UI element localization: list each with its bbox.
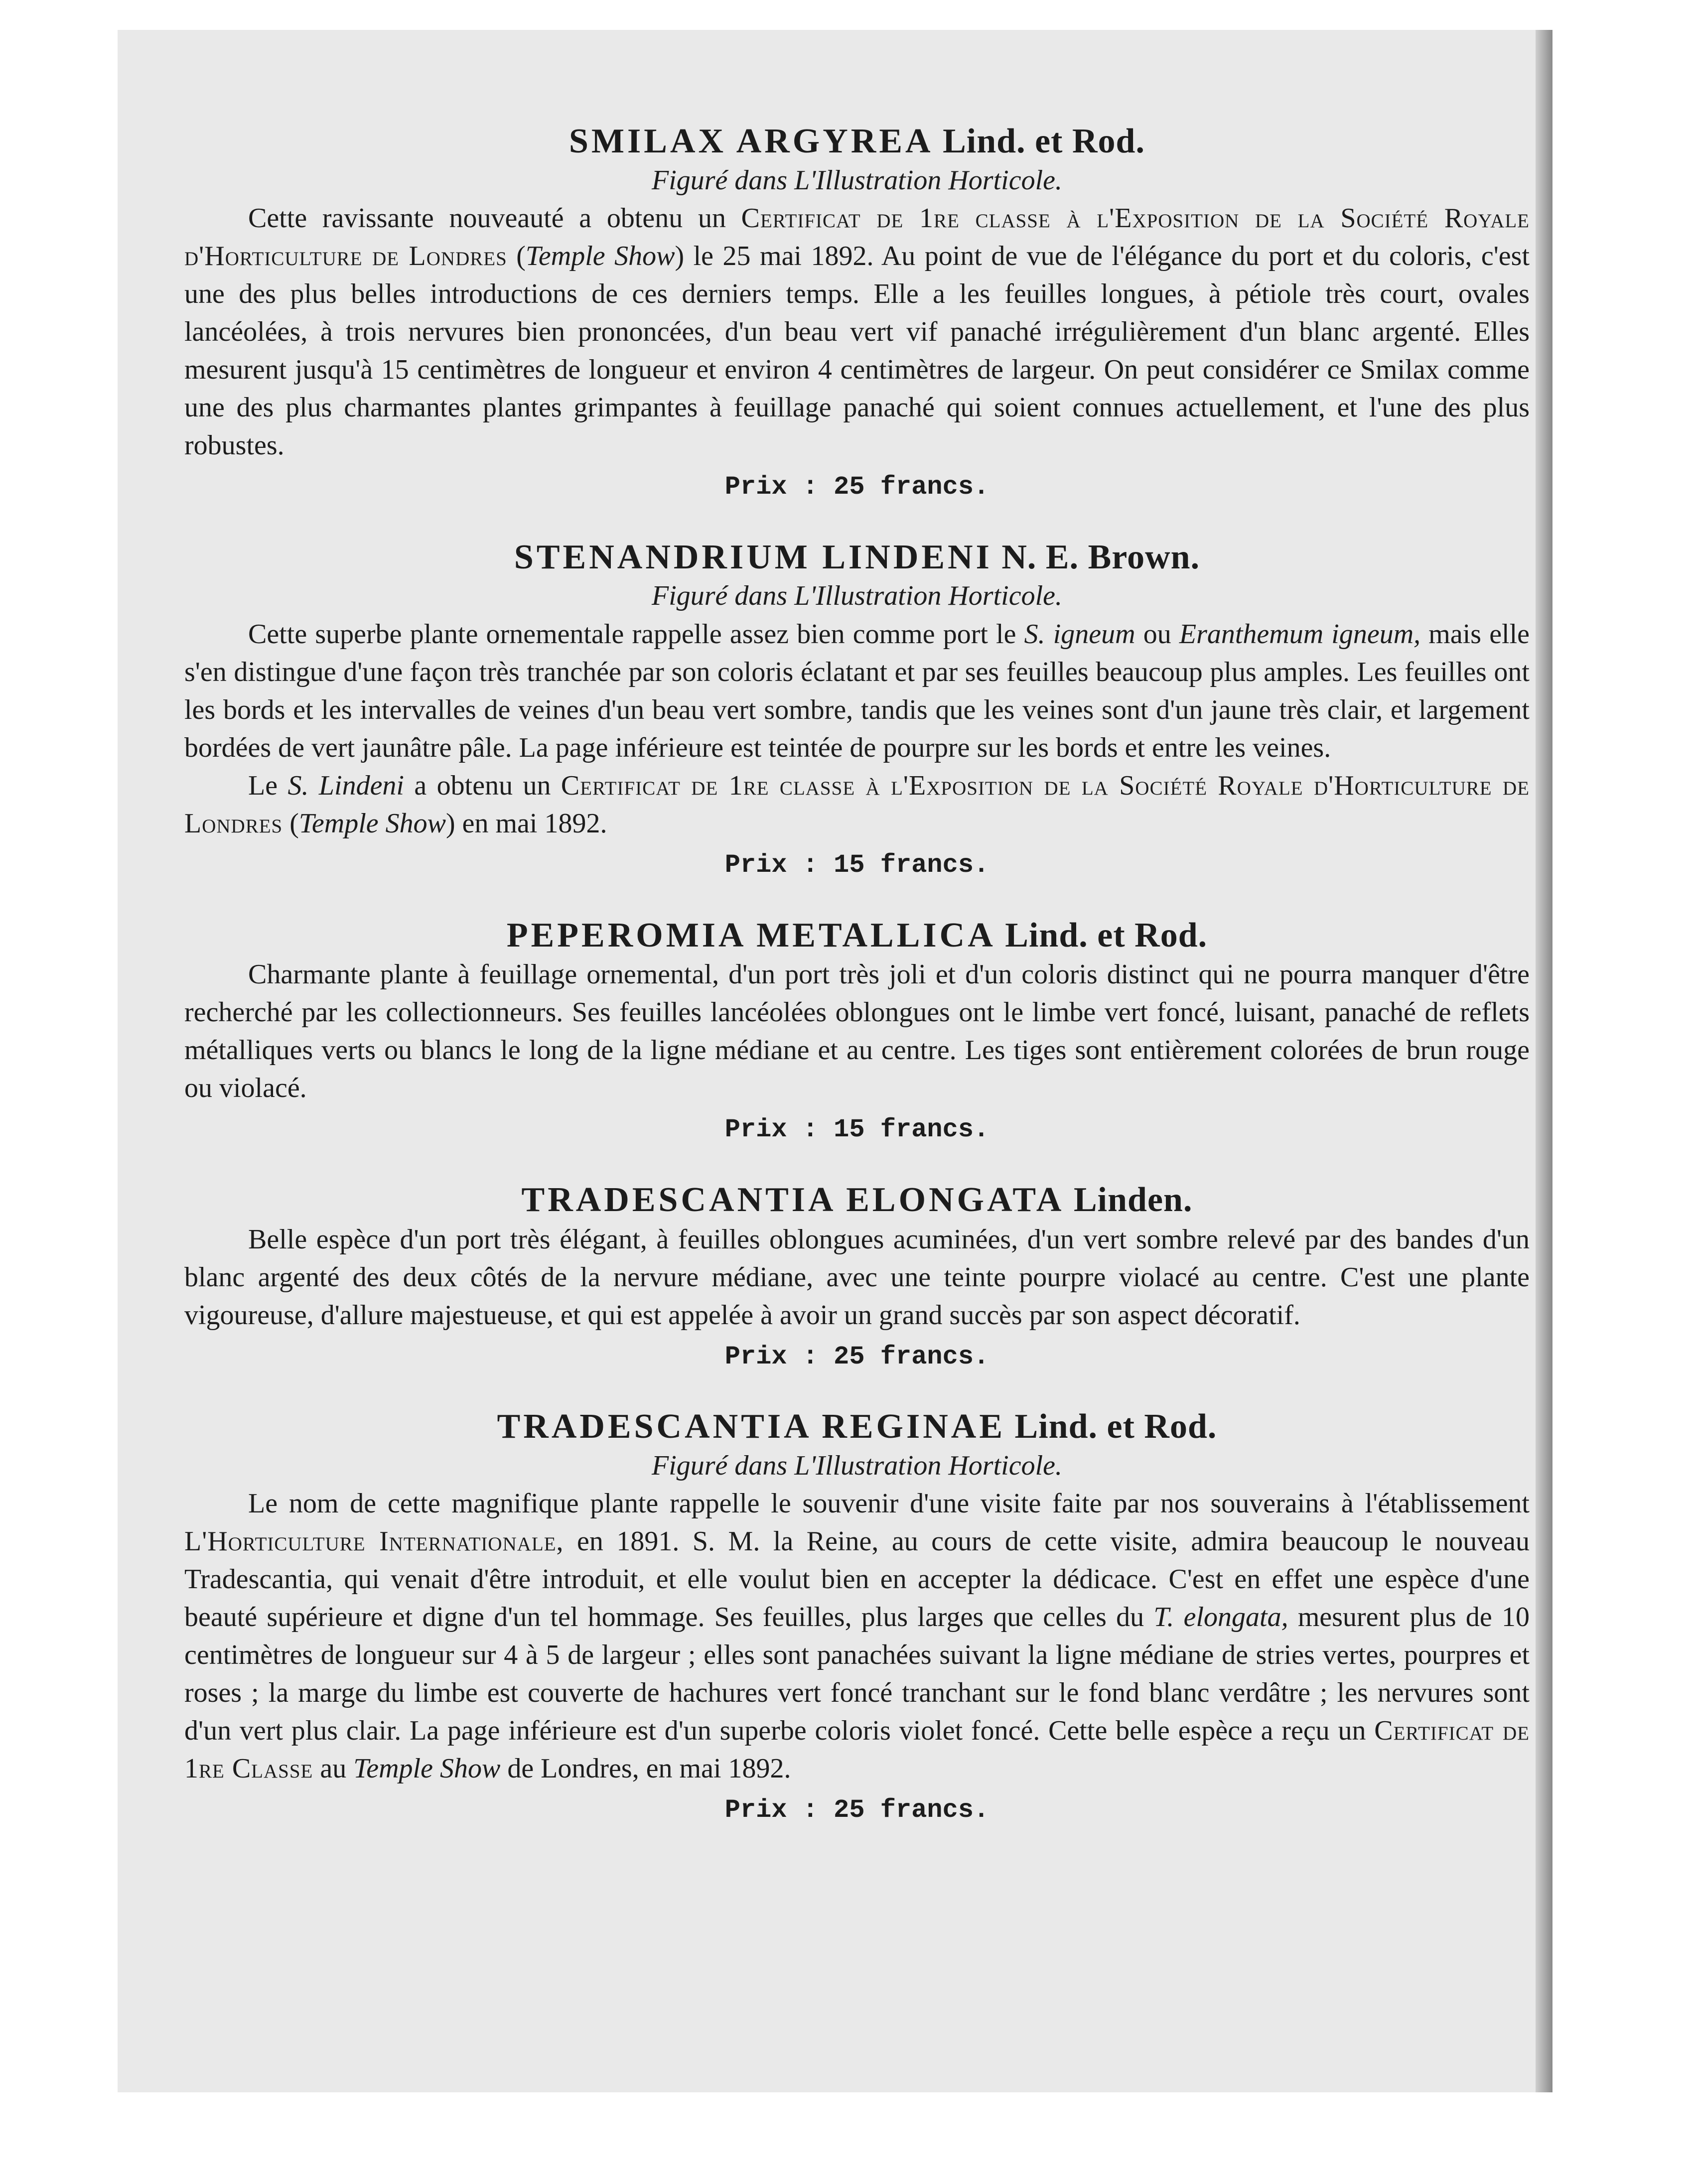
small-caps-run: L'Horticulture Internationale,	[184, 1526, 564, 1557]
text-run: en 1891. S. M. la Reine, au cours de cette visite, admira beaucoup le nouveau Tradescantia, qui venait d'être introduit, et elle voulut bien en accepter la dédicace. C'est en effet une espèce d'une beauté supérieure et digne d'un tel hommage. Ses feuilles, plus larges que celles du	[184, 1526, 1530, 1633]
text-run: au	[313, 1753, 354, 1784]
text-run: Le	[248, 770, 288, 801]
entry-tradescantia-elongata	[184, 1180, 1530, 1375]
entry-peperomia-metallica	[184, 916, 1530, 1148]
text-run: Le nom de cette magnifique plante rappelle le souvenir d'une visite faite par nos souverains à l'établissement	[248, 1488, 1530, 1519]
price: Prix : 25 francs.	[724, 472, 989, 502]
plant-authority: Lind. et Rod.	[943, 122, 1145, 160]
price: Prix : 15 francs.	[724, 850, 989, 880]
description	[184, 199, 1530, 464]
entry-title	[184, 916, 1530, 956]
small-caps-run: Certificat de 1re classe à l'Exposition de la Société Royale d'Horticulture de Londres	[184, 203, 1530, 272]
plant-authority: Linden.	[1073, 1181, 1193, 1220]
small-caps-run: Certificat de 1re classe à l'Exposition de la Société Royale d'Horticulture de Londres	[184, 770, 1530, 839]
figure-note: Figuré dans L'Illustration Horticole.	[652, 164, 1062, 196]
plant-name: SMILAX ARGYREA	[569, 122, 934, 160]
text-run: (	[282, 808, 299, 839]
text-run: ) en mai 1892.	[445, 808, 607, 839]
description: Charmante plante à feuillage ornemental, d'un port très joli et d'un coloris distinct qui ne pourra manquer d'être recherché par les collectionneurs. Ses feuilles lancéolées oblongues ont le limbe vert foncé, luisant, panaché de reflets métalliques verts ou blancs le long de la ligne médiane et au centre. Les tiges sont entièrement colorées de brun rouge ou violacé.	[184, 959, 1530, 1104]
text-run: ) le 25 mai 1892. Au point de vue de l'élégance du port et du coloris, c'est une des plus belles introductions de ces derniers temps. Elle a les feuilles longues, à pétiole très court, ovales lancéolées, à trois nervures bien prononcées, d'un beau vert vif panaché irrégulièrement d'un blanc argenté. Elles mesurent jusqu'à 15 centimètres de longueur et environ 4 centimètres de largeur. On peut considérer ce Smilax comme une des plus charmantes plantes grimpantes à feuillage panaché qui soient connues actuellement, et l'une des plus robustes.	[184, 241, 1530, 461]
catalog-column	[184, 122, 1530, 1829]
italic-run: Temple Show	[525, 241, 675, 272]
entry-title	[184, 122, 1530, 162]
text-run: ou	[1135, 618, 1179, 650]
price: Prix : 15 francs.	[724, 1115, 989, 1145]
small-caps-run: Certificat de 1re Classe	[184, 1715, 1530, 1784]
entry-smilax-argyrea	[184, 122, 1530, 506]
text-run: de Londres, en mai 1892.	[500, 1753, 791, 1784]
plant-name: PEPEROMIA METALLICA	[506, 916, 996, 955]
entry-title	[184, 1407, 1530, 1447]
entry-title	[184, 538, 1530, 578]
entry-tradescantia-reginae	[184, 1407, 1530, 1829]
italic-run: Temple Show	[298, 808, 446, 839]
description-2	[184, 767, 1530, 842]
price: Prix : 25 francs.	[724, 1795, 989, 1825]
plant-authority: Lind. et Rod.	[1014, 1407, 1217, 1446]
plant-authority: N. E. Brown.	[1001, 538, 1200, 576]
text-run: mesurent plus de 10 centimètres de longueur sur 4 à 5 de largeur ; elles sont panachées suivant la ligne médiane de stries vertes, pourpres et roses ; la marge du limbe est couverte de hachures vert foncé tranchant sur le fond blanc verdâtre ; les nervures sont d'un vert plus clair. La page inférieure est d'un superbe coloris violet foncé. Cette belle espèce a reçu un	[184, 1602, 1530, 1747]
entry-title	[184, 1180, 1530, 1221]
description: Belle espèce d'un port très élégant, à feuilles oblongues acuminées, d'un vert sombre relevé par des bandes d'un blanc argenté des deux côtés de la nervure médiane, avec une teinte pourpre violacé au centre. C'est une plante vigoureuse, d'allure majestueuse, et qui est appelée à avoir un grand succès par son aspect décoratif.	[184, 1224, 1530, 1331]
plant-name: TRADESCANTIA ELONGATA	[521, 1181, 1065, 1220]
plant-name: TRADESCANTIA REGINAE	[497, 1407, 1006, 1446]
text-run: Cette superbe plante ornementale rappelle assez bien comme port le	[248, 618, 1024, 650]
italic-run: T. elongata,	[1153, 1602, 1288, 1633]
italic-run: S. Lindeni	[287, 770, 404, 801]
scanned-page	[118, 30, 1552, 2092]
italic-run: Eranthemum igneum,	[1179, 618, 1421, 650]
plant-authority: Lind. et Rod.	[1005, 916, 1208, 955]
description	[184, 1485, 1530, 1787]
figure-note: Figuré dans L'Illustration Horticole.	[652, 1450, 1062, 1481]
plant-name: STENANDRIUM LINDENI	[514, 538, 992, 576]
italic-run: Temple Show	[353, 1753, 501, 1784]
text-run: mais elle s'en distingue d'une façon très tranchée par son coloris éclatant et par ses feuilles beaucoup plus amples. Les feuilles ont les bords et les intervalles de veines d'un beau vert sombre, tandis que les veines sont d'un jaune très clair, et largement bordées de vert jaunâtre pâle. La page inférieure est teintée de pourpre sur les bords et entre les veines.	[184, 618, 1530, 763]
description	[184, 615, 1530, 767]
figure-note: Figuré dans L'Illustration Horticole.	[652, 580, 1062, 612]
text-run: a obtenu un	[404, 770, 561, 801]
text-run: (	[507, 241, 526, 272]
entry-stenandrium-lindeni	[184, 538, 1530, 884]
text-run: Cette ravissante nouveauté a obtenu un	[248, 203, 741, 234]
price: Prix : 25 francs.	[724, 1342, 989, 1371]
italic-run: S. igneum	[1024, 618, 1135, 650]
